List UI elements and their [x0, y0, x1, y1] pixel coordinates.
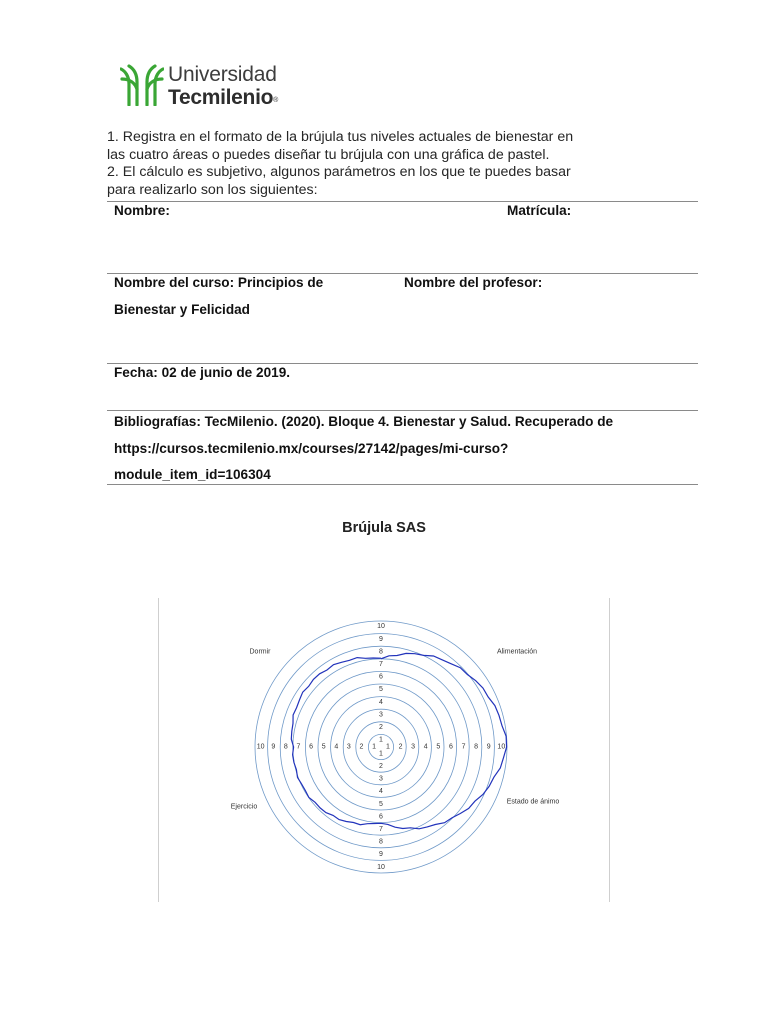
tick-label: 9 — [486, 743, 491, 751]
axis-label-dormir: Dormir — [249, 648, 271, 656]
tick-label: 4 — [423, 743, 428, 751]
tick-label: 8 — [283, 743, 288, 751]
instruction-line: 1. Registra en el formato de la brújula tus niveles actuales de bienestar en — [107, 129, 574, 145]
logo-leaf-icon — [120, 62, 164, 106]
axis-label-alimentacion: Alimentación — [496, 648, 538, 656]
form-divider — [107, 201, 698, 202]
tick-label: 6 — [309, 743, 314, 751]
tick-label: 1 — [372, 743, 377, 751]
tick-label: 7 — [296, 743, 301, 751]
university-logo — [120, 62, 290, 112]
tick-label: 6 — [448, 743, 453, 751]
tick-label: 5 — [379, 686, 383, 694]
tick-label: 5 — [379, 800, 383, 808]
nombre-label: Nombre: — [114, 203, 170, 218]
tick-label: 9 — [271, 743, 276, 751]
tick-label: 8 — [474, 743, 479, 751]
tick-label: 8 — [379, 838, 383, 846]
tick-label: 10 — [377, 623, 385, 631]
tick-label: 7 — [379, 660, 383, 668]
tick-label: 7 — [461, 743, 466, 751]
bibliografia-url-param: module_item_id=106304 — [114, 467, 271, 482]
matricula-label: Matrícula: — [507, 203, 572, 218]
tick-label: 2 — [379, 763, 383, 771]
tick-label: 3 — [411, 743, 416, 751]
instruction-line: las cuatro áreas o puedes diseñar tu brújula con una gráfica de pastel. — [107, 146, 550, 163]
tick-label: 2 — [398, 743, 403, 751]
bibliografia-line: Bibliografías: TecMilenio. (2020). Bloque 4. Bienestar y Salud. Recuperado de — [114, 414, 614, 429]
axis-label-ejercicio: Ejercicio — [230, 803, 258, 811]
tick-label: 6 — [379, 673, 383, 681]
instruction-line: para realizarlo son los siguientes: — [107, 181, 318, 198]
tick-label: 2 — [379, 723, 383, 731]
tick-label: 5 — [321, 743, 326, 751]
tick-label: 10 — [256, 743, 265, 751]
curso-label: Nombre del curso: Principios de — [114, 275, 324, 290]
tick-label: 5 — [436, 743, 441, 751]
tick-label: 8 — [379, 648, 383, 656]
tick-label: 3 — [379, 711, 383, 719]
tick-label: 1 — [379, 750, 383, 758]
tick-label: 6 — [379, 813, 383, 821]
tick-label: 7 — [379, 826, 383, 834]
compass-chart-frame — [158, 598, 610, 902]
tick-label: 4 — [379, 788, 383, 796]
logo-tecmilenio-text: Tecmilenio® — [168, 86, 278, 109]
chart-title: Brújula SAS — [342, 520, 426, 536]
compass-ring — [343, 709, 419, 785]
logo-university-text: Universidad — [168, 63, 277, 86]
fecha-label: Fecha: 02 de junio de 2019. — [114, 365, 291, 380]
curso-name: Bienestar y Felicidad — [114, 302, 250, 317]
tick-label: 3 — [346, 743, 351, 751]
tick-label: 10 — [377, 863, 385, 871]
tick-label: 9 — [379, 851, 383, 859]
instruction-line: 2. El cálculo es subjetivo, algunos parámetros en los que te puedes basar — [107, 164, 571, 180]
tick-label: 4 — [334, 743, 339, 751]
profesor-label: Nombre del profesor: — [404, 275, 543, 290]
tick-label: 1 — [385, 743, 390, 751]
tick-label: 1 — [379, 736, 383, 744]
tick-label: 9 — [379, 635, 383, 643]
axis-label-estado-de-animo: Estado de ánimo — [506, 798, 560, 806]
tick-label: 4 — [379, 698, 383, 706]
tick-label: 10 — [497, 743, 506, 751]
tick-label: 2 — [359, 743, 364, 751]
tick-label: 3 — [379, 775, 383, 783]
form-divider — [107, 484, 698, 485]
compass-chart — [159, 598, 609, 902]
logo-registered-mark: ® — [273, 97, 278, 104]
bibliografia-url: https://cursos.tecmilenio.mx/courses/27142/pages/mi-curso? — [114, 441, 509, 456]
instructions — [107, 129, 627, 199]
